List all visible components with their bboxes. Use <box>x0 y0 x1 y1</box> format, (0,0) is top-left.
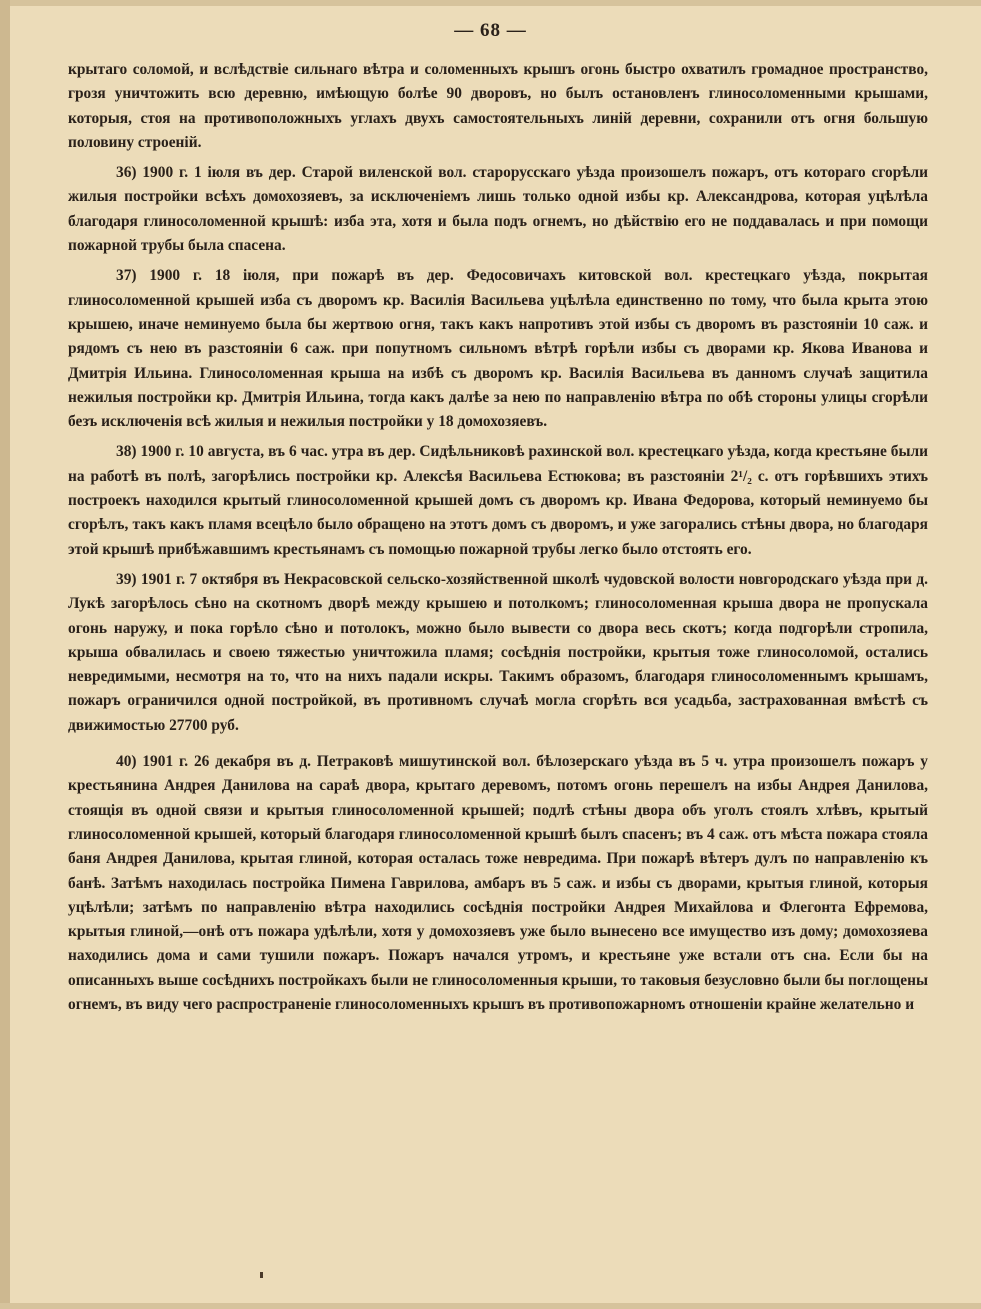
page-edge-bottom <box>0 1303 981 1309</box>
paragraph-40: 40) 1901 г. 26 декабря въ д. Петраковѣ мишутинской вол. бѣлозерскаго уѣзда въ 5 ч. утра произошелъ пожаръ у крестьянина Андрея Данилова на сараѣ двора, крытаго деревомъ, потомъ огонь перешелъ на избы Андрея Данилова, стоящія въ одной связи и крытыя глиносоломенной крышей; подлѣ стѣны двора объ уголъ стоялъ хлѣвъ, крытый глиносоломенной крышей, который благодаря глиносоломенной крышѣ былъ спасенъ; въ 4 саж. отъ мѣста пожара стояла баня Андрея Данилова, крытая глиной, которая осталась тоже невредима. При пожарѣ вѣтеръ дулъ по направленію къ банѣ. Затѣмъ находилась постройка Пимена Гаврилова, амбаръ въ 5 саж. и избы съ дворами, крытыя глиной, которыя уцѣлѣли; затѣмъ по направленію вѣтра находились сосѣднія постройки Андрея Михайлова и Флегонта Ефремова, крытыя глиной,—онѣ отъ пожара удѣлѣли, хотя у домохозяевъ уже было вынесено все имущество изъ дому; домохозяева находились дома и сами тушили пожаръ. Пожаръ начался утромъ, и крестьяне уже встали отъ сна. Если бы на описанныхъ выше сосѣднихъ постройкахъ были не глиносоломенныя крыши, то таковыя безусловно были бы поглощены огнемъ, въ виду чего распространеніе глиносоломенныхъ крышъ въ противопожарномъ отношеніи крайне желательно и <box>68 753 928 1013</box>
page-number: — 68 — <box>454 20 527 41</box>
paragraph-continuation: крытаго соломой, и вслѣдствіе сильнаго вѣтра и соломенныхъ крышъ огонь быстро охватилъ громадное пространство, грозя уничтожить всю деревню, имѣющую болѣе 90 дворовъ, но былъ остановленъ глиносоломенными крышами, которыя, стоя на противоположныхъ углахъ двухъ самостоятельныхъ линій деревни, сохранили отъ огня большую половину строеній. <box>68 61 928 151</box>
page-edge-left <box>0 0 10 1309</box>
body-text <box>68 58 928 1023</box>
paragraph-36: 36) 1900 г. 1 іюля въ дер. Старой виленской вол. старорусскаго уѣзда произошелъ пожаръ, отъ котораго сгорѣли жилыя постройки всѣхъ домохозяевъ, за исключеніемъ лишь только одной избы кр. Александрова, которая уцѣлѣла благодаря глиносоломенной крышѣ: изба эта, хотя и была подъ огнемъ, но дѣйствію его не поддавалась и при помощи пожарной трубы была спасена. <box>68 164 928 255</box>
paragraph-38: 38) 1900 г. 10 августа, въ 6 час. утра въ дер. Сидѣльниковѣ рахинской вол. крестецкаго уѣзда, когда крестьяне были на работѣ въ полѣ, загорѣлись постройки кр. Алексѣя Васильева Естюкова; въ разстояніи 2¹/₂ с. отъ горѣвшихъ этихъ построекъ находился крытый глиносоломенной крышей домъ съ дворомъ кр. Ивана Федорова, который неминуемо бы сгорѣлъ, такъ какъ пламя всецѣло было обращено на этотъ домъ съ дворомъ, и уже загорались стѣны двора, но благодаря этой крышѣ прибѣжавшимъ крестьянамъ съ помощью пожарной трубы легко было отстоять его. <box>68 443 928 558</box>
ink-speck <box>260 1272 263 1278</box>
paragraph-39: 39) 1901 г. 7 октября въ Некрасовской сельско-хозяйственной школѣ чудовской волости новгородскаго уѣзда при д. Лукѣ загорѣлось сѣно на скотномъ дворѣ между крышею и потолкомъ; глиносоломенная крыша двора не пропускала огонь наружу, и пока горѣло сѣно и потолокъ, можно было вывести со двора весь скотъ; когда подгорѣли стропила, крыша обвалилась и своею тяжестью уничтожила пламя; сосѣднія постройки, крытыя тоже глиносоломой, остались невредимыми, несмотря на то, что на нихъ падали искры. Такимъ образомъ, благодаря глиносоломеннымъ крышамъ, пожаръ ограничился одной постройкой, въ противномъ случаѣ могла сгорѣть вся усадьба, застрахованная вмѣстѣ съ движимостью 27700 руб. <box>68 570 928 734</box>
page-edge-top <box>0 0 981 6</box>
paragraph-37: 37) 1900 г. 18 іюля, при пожарѣ въ дер. Федосовичахъ китовской вол. крестецкаго уѣзда, покрытая глиносоломенной крышей изба съ дворомъ кр. Василія Васильева уцѣлѣла единственно по тому, что была крыта этою крышею, иначе неминуемо была бы жертвою огня, такъ какъ напротивъ этой избы съ дворомъ въ разстояніи 10 саж. и рядомъ съ нею въ разстояніи 6 саж. при попутномъ сильномъ вѣтрѣ горѣли избы съ дворами кр. Якова Иванова и Дмитрія Ильина. Глиносоломенная крыша на избѣ съ дворомъ кр. Василія Васильева въ данномъ случаѣ защитила нежилыя постройки кр. Дмитрія Ильина, тогда какъ далѣе за нею по направленію вѣтра по обѣ стороны улицы сгорѣли безъ исключенія всѣ жилыя и нежилыя постройки у 18 домохозяевъ. <box>68 267 928 431</box>
